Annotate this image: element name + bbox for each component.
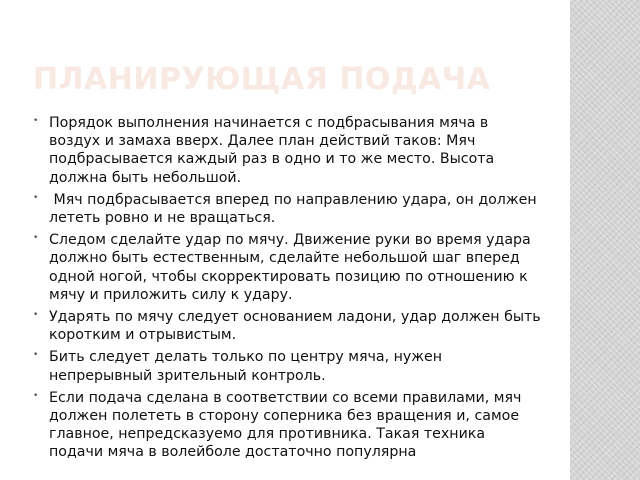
list-item <box>33 231 543 304</box>
list-item <box>33 114 543 187</box>
bullet-icon: • <box>33 192 39 203</box>
bullet-icon: • <box>33 116 39 126</box>
decorative-side-strip <box>570 0 640 480</box>
list-item-text: Ударять по мячу следует основанием ладони, удар должен быть коротким и отрывистым. <box>49 309 541 344</box>
list-item-text: Порядок выполнения начинается с подбрасывания мяча в воздух и замаха вверх. Далее план действий таков: Мяч подбрасывается каждый раз в одно и то же место. Высота должна быть небольшой. <box>49 115 495 186</box>
list-item-text: Следом сделайте удар по мячу. Движение руки во время удара должно быть естественным, сделайте небольшой шаг вперед одной ногой, чтобы скорректировать позицию по отношению к мячу и приложить силу к удару. <box>49 232 531 303</box>
list-item <box>33 308 543 344</box>
bullet-list <box>33 114 543 466</box>
list-item <box>33 348 543 384</box>
bullet-icon: • <box>33 233 39 244</box>
list-item <box>33 191 543 227</box>
list-item-text: Если подача сделана в соответствии со всеми правилами, мяч должен полететь в сторону соперника без вращения и, самое главное, непредсказуемо для противника. Такая техника подачи мяча в волейболе достаточно популярна <box>49 389 522 461</box>
bullet-icon: • <box>33 350 39 361</box>
slide-title: ПЛАНИРУЮЩАЯ ПОДАЧА <box>33 62 491 97</box>
list-item <box>33 389 543 462</box>
list-item-text: Мяч подбрасывается вперед по направлению удара, он должен лететь ровно и не вращаться. <box>49 191 542 227</box>
bullet-icon: • <box>33 310 39 321</box>
list-item-text: Бить следует делать только по центру мяча, нужен непрерывный зрительный контроль. <box>49 349 443 384</box>
bullet-icon: • <box>33 390 39 401</box>
